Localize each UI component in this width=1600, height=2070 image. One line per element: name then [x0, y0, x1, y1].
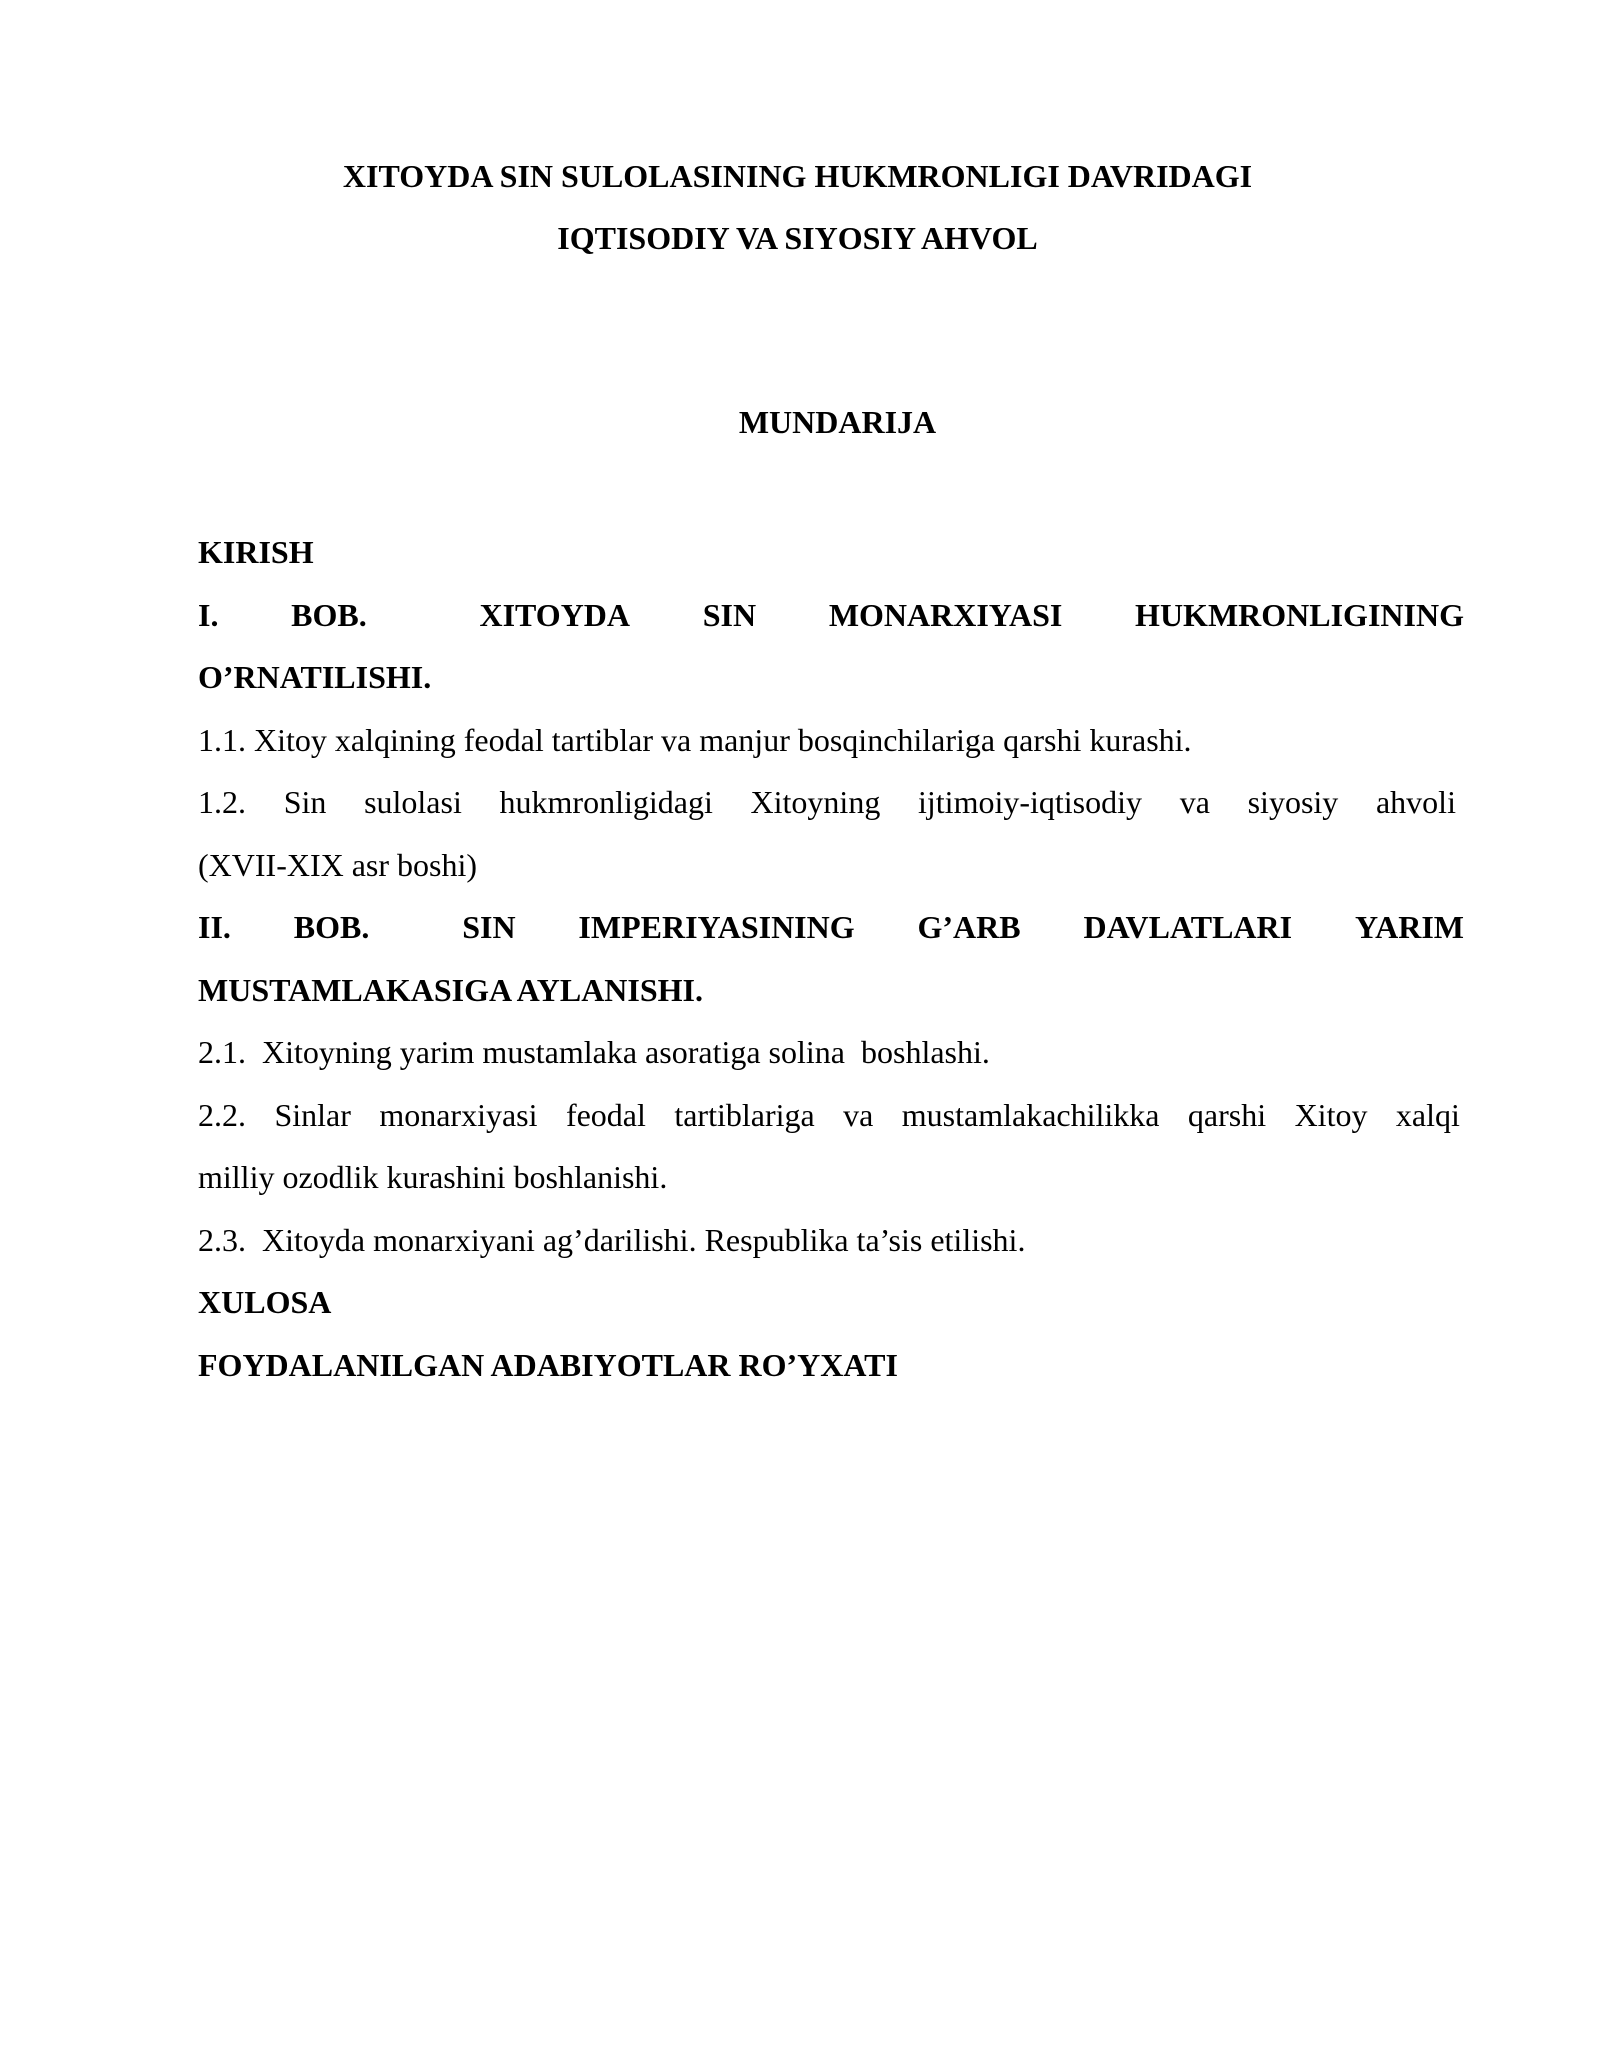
toc-section-2-2-word: Xitoy — [1294, 1096, 1368, 1133]
toc-section-1-1: 1.1. Xitoy xalqining feodal tartiblar va manjur bosqinchilariga qarshi kurashi. — [198, 721, 1192, 758]
toc-section-1-2-word: Sin — [283, 784, 327, 820]
toc-chapter-2-word: SIN — [462, 909, 516, 945]
toc-intro: KIRISH — [198, 534, 314, 570]
toc-section-2-3: 2.3. Xitoyda monarxiyani ag’darilishi. Respublika ta’sis etilishi. — [198, 1221, 1026, 1258]
toc-section-2-2-word: qarshi — [1187, 1096, 1267, 1133]
toc-chapter-1-word: SIN — [702, 596, 757, 633]
toc-section-2-2-continuation: milliy ozodlik kurashini boshlanishi. — [198, 1159, 668, 1195]
toc-section-2-2-word: tartiblariga — [674, 1096, 815, 1133]
toc-section-1-2-word: siyosiy — [1247, 784, 1339, 820]
toc-section-1-2-word: hukmronligidagi — [499, 784, 713, 820]
toc-section-2-2 — [198, 1084, 1460, 1147]
title-line-1: XITOYDA SIN SULOLASINING HUKMRONLIGI DAVRIDAGI — [342, 158, 1253, 194]
toc-chapter-2-word: II. — [198, 909, 231, 945]
toc-chapter-2-continuation: MUSTAMLAKASIGA AYLANISHI. — [198, 971, 703, 1008]
table-of-contents — [198, 521, 1464, 1396]
toc-section-2-2-word: xalqi — [1395, 1096, 1460, 1133]
toc-chapter-2-word: YARIM — [1354, 909, 1464, 945]
toc-section-2-2-word: va — [843, 1096, 874, 1133]
toc-conclusion: XULOSA — [198, 1284, 332, 1320]
toc-chapter-1-word: I. — [198, 596, 219, 633]
document-title — [0, 145, 1600, 269]
toc-section-2-1: 2.1. Xitoyning yarim mustamlaka asoratiga solina boshlashi. — [198, 1034, 990, 1070]
toc-chapter-1-continuation: O’RNATILISHI. — [198, 659, 432, 695]
toc-section-1-2-continuation: (XVII-XIX asr boshi) — [198, 846, 478, 883]
toc-section-2-2-word: 2.2. — [198, 1096, 246, 1133]
toc-references: FOYDALANILGAN ADABIYOTLAR RO’YXATI — [198, 1346, 898, 1383]
toc-chapter-1-word: BOB. — [291, 596, 367, 633]
toc-section-1-2-word: sulolasi — [364, 784, 462, 820]
contents-heading: MUNDARIJA — [738, 404, 937, 440]
toc-chapter-1 — [198, 584, 1464, 647]
toc-chapter-2-word: DAVLATLARI — [1083, 909, 1293, 945]
toc-section-1-2-word: Xitoyning — [750, 784, 881, 820]
toc-section-2-2-word: Sinlar — [274, 1096, 351, 1133]
toc-section-2-2-word: mustamlakachilikka — [901, 1096, 1160, 1133]
toc-chapter-1-word: XITOYDA — [479, 596, 631, 633]
toc-chapter-2-word: G’ARB — [917, 909, 1021, 945]
toc-chapter-2 — [198, 896, 1464, 959]
toc-section-1-2-word: ahvoli — [1375, 784, 1456, 820]
toc-chapter-1-word: HUKMRONLIGINING — [1135, 596, 1464, 633]
toc-section-1-2-word: 1.2. — [198, 784, 246, 820]
title-line-2: IQTISODIY VA SIYOSIY AHVOL — [557, 220, 1038, 256]
toc-chapter-2-word: IMPERIYASINING — [578, 909, 855, 945]
toc-chapter-1-word: MONARXIYASI — [828, 596, 1063, 633]
toc-section-1-2 — [198, 771, 1456, 834]
toc-section-2-2-word: feodal — [565, 1096, 646, 1133]
toc-section-1-2-word: ijtimoiy-iqtisodiy — [918, 784, 1143, 820]
toc-section-1-2-word: va — [1179, 784, 1210, 820]
toc-chapter-2-word: BOB. — [293, 909, 370, 945]
toc-section-2-2-word: monarxiyasi — [379, 1096, 538, 1133]
